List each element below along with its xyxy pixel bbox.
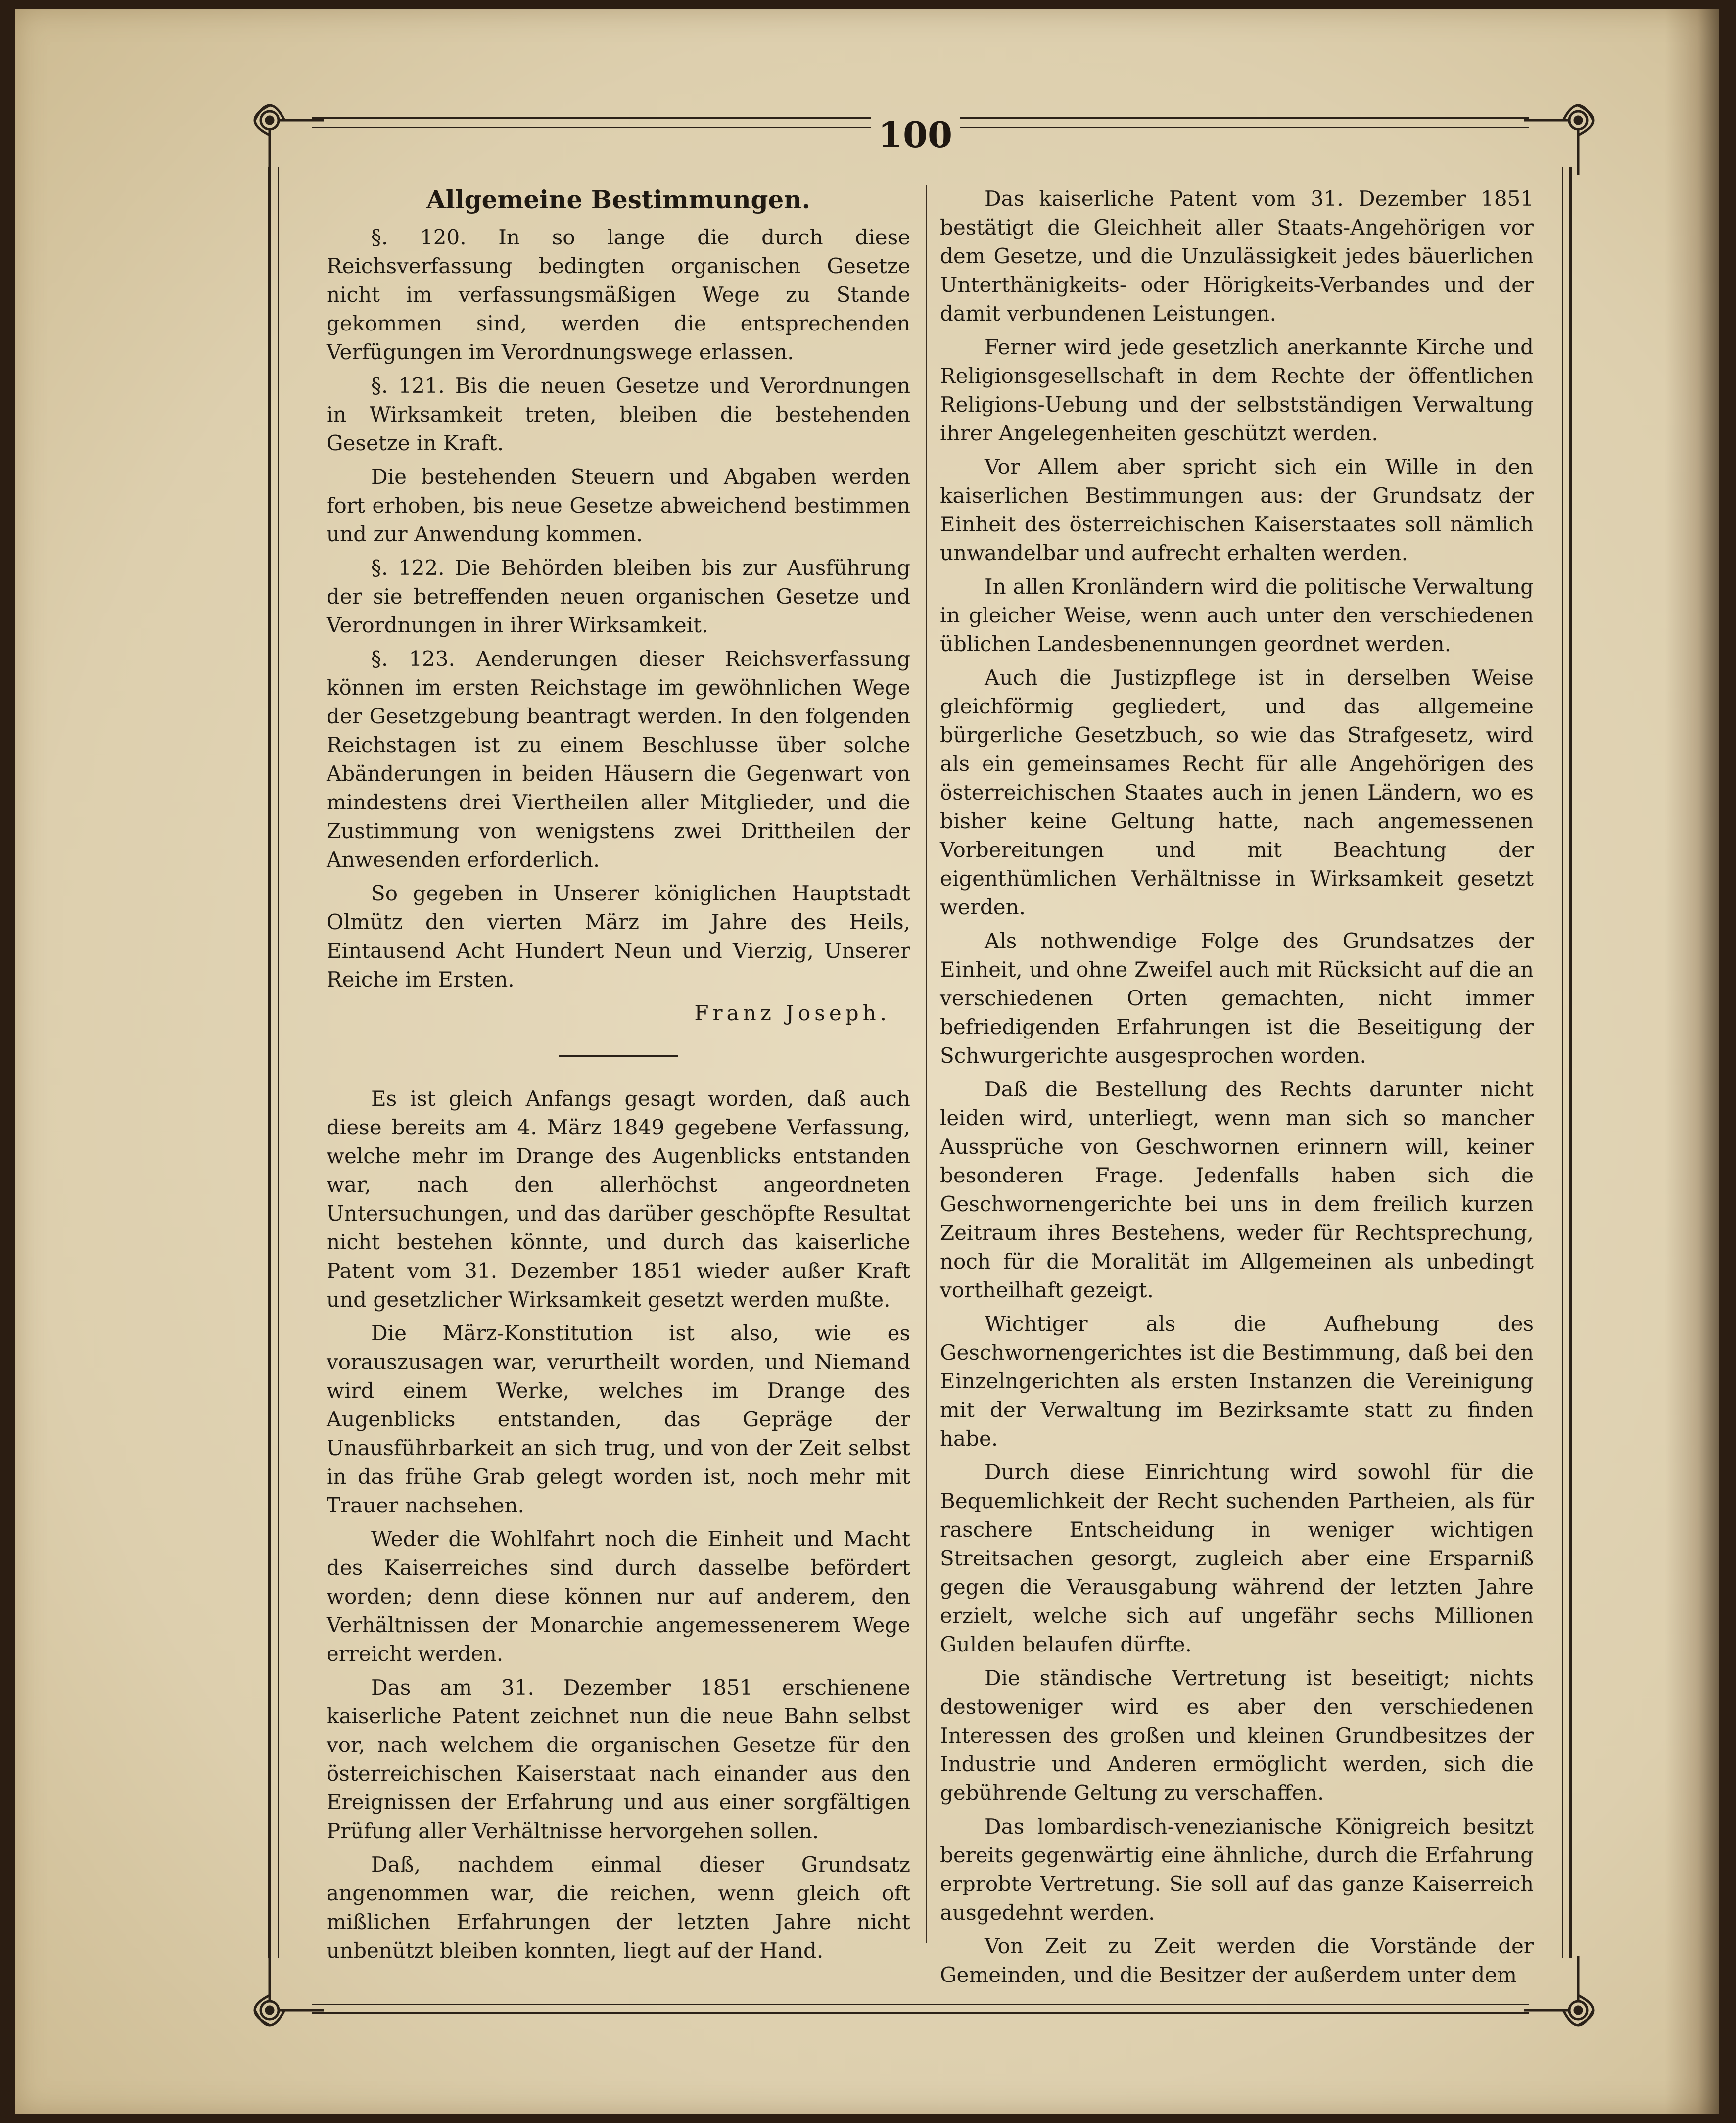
patent-paragraph: Die ständische Vertretung ist beseitigt; nichts destoweniger wird es aber den verschiedenen Interessen des großen und kleinen Grundbesitzes der Industrie und Anderen ermöglicht werden, sich die gebührende Geltung zu verschaffen. bbox=[940, 1666, 1534, 1805]
patent-paragraph: In allen Kronländern wird die politische Verwaltung in gleicher Weise, wenn auch unter den verschiedenen üblichen Landesbenennungen geordnet werden. bbox=[940, 574, 1534, 656]
paragraph-123: §. 123. Aenderungen dieser Reichsverfassung können im ersten Reichstage im gewöhnlichen Wege der Gesetzgebung beantragt werden. In den folgenden Reichstagen ist zu einem Beschlusse über solche Abänderungen in beiden Häusern die Gegenwart von mindestens drei Viertheilen aller Mitglieder, und die Zustimmung von wenigstens zwei Drittheilen der Anwesenden erforderlich. bbox=[327, 647, 910, 872]
newspaper-page bbox=[15, 9, 1719, 2114]
patent-paragraph: Ferner wird jede gesetzlich anerkannte Kirche und Religionsgesellschaft in dem Rechte der öffentlichen Religions-Uebung und der selbstständigen Verwaltung ihrer Angelegenheiten geschützt werden. bbox=[940, 335, 1534, 445]
page-fold-shadow bbox=[1665, 9, 1719, 2114]
commentary-paragraph: Weder die Wohlfahrt noch die Einheit und Macht des Kaiserreiches sind durch dasselbe befördert worden; denn diese können nur auf anderem, den Verhältnissen der Monarchie angemessenerem Wege erreicht werden. bbox=[327, 1527, 910, 1666]
paragraph-121: §. 121. Bis die neuen Gesetze und Verordnungen in Wirksamkeit treten, bleiben die bestehenden Gesetze in Kraft. bbox=[327, 374, 910, 455]
column-divider bbox=[926, 185, 927, 1943]
top-left-ornament-icon bbox=[250, 100, 324, 175]
patent-paragraph: Als nothwendige Folge des Grundsatzes der Einheit, und ohne Zweifel auch mit Rücksicht auf die an verschiedenen Orten gemachten, nicht immer befriedigenden Erfahrungen ist die Beseitigung der Schwurgerichte ausgesprochen worden. bbox=[940, 929, 1534, 1068]
paragraph-120: §. 120. In so lange die durch diese Reichsverfassung bedingten organischen Gesetze nicht im verfassungsmäßigen Wege zu Stande gekommen sind, werden die entsprechenden Verfügungen im Verordnungswege erlassen. bbox=[327, 225, 910, 364]
page-number: 100 bbox=[878, 114, 953, 156]
section-heading: Allgemeine Bestimmungen. bbox=[426, 185, 811, 214]
right-column bbox=[940, 185, 1534, 1994]
bottom-right-ornament-icon bbox=[1524, 1956, 1598, 2030]
paragraph-given-at-olmuetz: So gegeben in Unserer königlichen Hauptstadt Olmütz den vierten März im Jahre des Heils, Eintausend Acht Hundert Neun und Vierzig, Unserer Reiche im Ersten. bbox=[327, 881, 910, 991]
top-right-ornament-icon bbox=[1524, 100, 1598, 175]
right-rule-thin bbox=[1562, 167, 1563, 1958]
top-rule-right bbox=[960, 117, 1529, 119]
commentary-paragraph: Die März-Konstitution ist also, wie es vorauszusagen war, verurtheilt worden, und Niemand wird einem Werke, welches im Drange des Augenblicks entstanden, das Gepräge der Unausführbarkeit an sich trug, und von der Zeit selbst in das frühe Grab gelegt worden ist, noch mehr mit Trauer nachsehen. bbox=[327, 1321, 910, 1517]
left-column bbox=[327, 185, 910, 1970]
right-rule bbox=[1569, 167, 1572, 1958]
paragraph-taxes: Die bestehenden Steuern und Abgaben werden fort erhoben, bis neue Gesetze abweichend bestimmen und zur Anwendung kommen. bbox=[327, 465, 910, 546]
top-rule-right-thin bbox=[960, 127, 1529, 128]
patent-paragraph: Auch die Justizpflege ist in derselben Weise gleichförmig gegliedert, und das allgemeine bürgerliche Gesetzbuch, so wie das Strafgesetz, wird als ein gemeinsames Recht für alle Angehörigen des österreichischen Staates auch in jenen Ländern, wo es bisher keine Geltung hatte, nach angemessenen Vorbereitungen und mit Beachtung der eigenthümlichen Verhältnisse in Wirksamkeit gesetzt werden. bbox=[940, 665, 1534, 919]
patent-paragraph: Von Zeit zu Zeit werden die Vorstände der Gemeinden, und die Besitzer der außerdem unter dem bbox=[940, 1934, 1534, 1987]
left-rule bbox=[268, 167, 271, 1958]
signature-franz-joseph: Franz Joseph. bbox=[694, 1001, 891, 1025]
patent-paragraph: Vor Allem aber spricht sich ein Wille in den kaiserlichen Bestimmungen aus: der Grundsatz der Einheit des österreichischen Kaiserstaates soll nämlich unwandelbar und aufrecht erhalten werden. bbox=[940, 455, 1534, 565]
patent-paragraph: Durch diese Einrichtung wird sowohl für die Bequemlichkeit der Recht suchenden Partheien, als für raschere Entscheidung in weniger wichtigen Streitsachen gesorgt, zugleich aber eine Ersparniß gegen die Verausgabung während der letzten Jahre erzielt, welche sich auf ungefähr sechs Millionen Gulden belaufen dürfte. bbox=[940, 1460, 1534, 1656]
patent-paragraph: Das kaiserliche Patent vom 31. Dezember 1851 bestätigt die Gleichheit aller Staats-Angehörigen vor dem Gesetze, und die Unzulässigkeit jedes bäuerlichen Unterthänigkeits- oder Hörigkeits-Verbandes und der damit verbundenen Leistungen. bbox=[940, 187, 1534, 326]
patent-paragraph: Das lombardisch-venezianische Königreich besitzt bereits gegenwärtig eine ähnliche, durch die Erfahrung erprobte Vertretung. Sie soll auf das ganze Kaiserreich ausgedehnt werden. bbox=[940, 1814, 1534, 1925]
top-rule-left bbox=[312, 117, 871, 119]
top-rule-left-thin bbox=[312, 127, 871, 128]
commentary-paragraph: Daß, nachdem einmal dieser Grundsatz angenommen war, die reichen, wenn gleich oft mißlichen Erfahrungen der letzten Jahre nicht unbenützt bleiben konnten, liegt auf der Hand. bbox=[327, 1852, 910, 1963]
paragraph-122: §. 122. Die Behörden bleiben bis zur Ausführung der sie betreffenden neuen organischen Gesetze und Verordnungen in ihrer Wirksamkeit. bbox=[327, 556, 910, 637]
bottom-left-ornament-icon bbox=[250, 1956, 324, 2030]
patent-paragraph: Wichtiger als die Aufhebung des Geschwornengerichtes ist die Bestimmung, daß bei den Einzelngerichten als ersten Instanzen die Vereinigung mit der Verwaltung im Bezirksamte statt zu finden habe. bbox=[940, 1312, 1534, 1451]
left-rule-thin bbox=[278, 167, 279, 1958]
bottom-rule-thin bbox=[312, 2004, 1529, 2005]
bottom-rule bbox=[312, 2012, 1529, 2014]
commentary-paragraph: Das am 31. Dezember 1851 erschienene kaiserliche Patent zeichnet nun die neue Bahn selbst vor, nach welchem die organischen Gesetze für den österreichischen Kaiserstaat nach einander aus den Ereignissen der Erfahrung und aus einer sorgfältigen Prüfung aller Verhältnisse hervorgehen sollen. bbox=[327, 1675, 910, 1843]
patent-paragraph: Daß die Bestellung des Rechts darunter nicht leiden wird, unterliegt, wenn man sich so mancher Aussprüche von Geschwornen erinnern will, keiner besonderen Frage. Jedenfalls haben sich die Geschwornengerichte bei uns in dem freilich kurzen Zeitraum ihres Bestehens, weder für Rechtsprechung, noch für die Moralität im Allgemeinen als unbedingt vortheilhaft gezeigt. bbox=[940, 1077, 1534, 1302]
commentary-paragraph: Es ist gleich Anfangs gesagt worden, daß auch diese bereits am 4. März 1849 gegebene Verfassung, welche mehr im Drange des Augenblicks entstanden war, nach den allerhöchst angeordneten Untersuchungen, und das darüber geschöpfte Resultat nicht bestehen könnte, und durch das kaiserliche Patent vom 31. Dezember 1851 wieder außer Kraft und gesetzlicher Wirksamkeit gesetzt werden mußte. bbox=[327, 1086, 910, 1312]
section-separator bbox=[559, 1055, 678, 1057]
